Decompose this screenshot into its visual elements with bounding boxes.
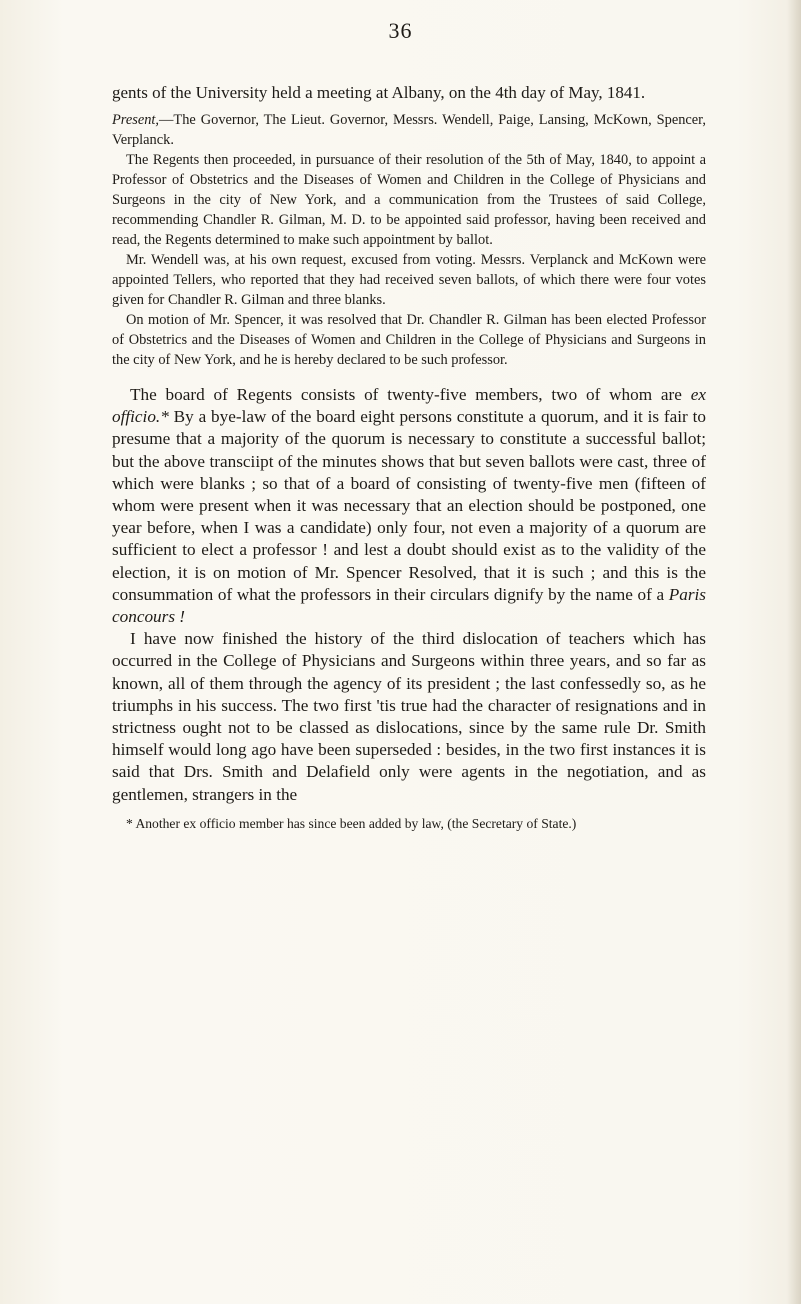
paris-concours-term: Paris concours ! [112,584,706,627]
minutes-present-paragraph [112,110,706,150]
minutes-paragraph-2: The Regents then proceeded, in pursuance of their resolution of the 5th of May, 1840, to appoint a Professor of Obstetrics and the Diseases of Women and Children in the College of Physicians and Surgeons in the city of New York, and a communication from the Trustees of said College, recommending Chandler R. Gilman, M. D. to be appointed said professor, having been received and read, the Regents determined to make such appointment by ballot. [112,152,706,248]
footnote [112,814,706,833]
page-content [112,82,706,833]
body-p1-part-a: The board of Regents consists of twenty-five members, two of whom are [130,385,691,404]
minutes-paragraph-3: Mr. Wendell was, at his own request, excused from voting. Messrs. Verplanck and McKown were appointed Tellers, who reported that they had received seven ballots, of which there were four votes given for Chandler R. Gilman and three blanks. [112,252,706,308]
footnote-text: * Another ex officio member has since been added by law, (the Secretary of State.) [126,815,577,831]
minutes-paragraph-4: On motion of Mr. Spencer, it was resolved that Dr. Chandler R. Gilman has been elected Professor of Obstetrics and the Diseases of Women and Children in the College of Physicians and Surgeons in the city of New York, and he is hereby declared to be such professor. [112,312,706,368]
quoted-minutes [112,110,706,370]
body-p1-part-b: By a bye-law of the board eight persons constitute a quorum, and it is fair to presume that a majority of the quorum is necessary to constitute a successful ballot; but the above transciipt of the minutes shows that but seven ballots were cast, three of which were blanks ; so that of a board of consisting of twenty-five men (fifteen of whom were present when it was necessary that an election should be postponed, one year before, when I was a candidate) only four, not even a majority of a quorum are sufficient to elect a professor ! and lest a doubt should exist as to the validity of the election, it is on motion of Mr. Spencer Resolved, that it is such ; and this is the consummation of what the professors in their circulars dignify by the name of a [112,407,706,604]
main-text [112,384,706,806]
intro-paragraph: gents of the University held a meeting at Albany, on the 4th day of May, 1841. [112,83,646,102]
page-edge-shadow [787,0,801,1304]
present-label: Present, [112,112,160,128]
ex-officio-term: ex officio.* [112,385,706,427]
body-paragraph-1 [112,384,706,628]
body-paragraph-2: I have now finished the history of the third dislocation of teachers which has occurred in the College of Physicians and Surgeons within three years, and so far as known, all of them through the agency of its president ; the last confessedly so, as he triumphs in his success. The two first 'tis true had the character of resignations and in strictness ought not to be classed as dislocations, since by the same rule Dr. Smith himself would long ago have been superseded : besides, in the two first instances it is said that Drs. Smith and Delafield only were agents in the negotiation, and as gentlemen, strangers in the [112,629,706,804]
intro-section [112,82,706,104]
present-list: —The Governor, The Lieut. Governor, Messrs. Wendell, Paige, Lansing, McKown, Spencer, Verplanck. [112,112,706,148]
page-number: 36 [388,18,413,43]
